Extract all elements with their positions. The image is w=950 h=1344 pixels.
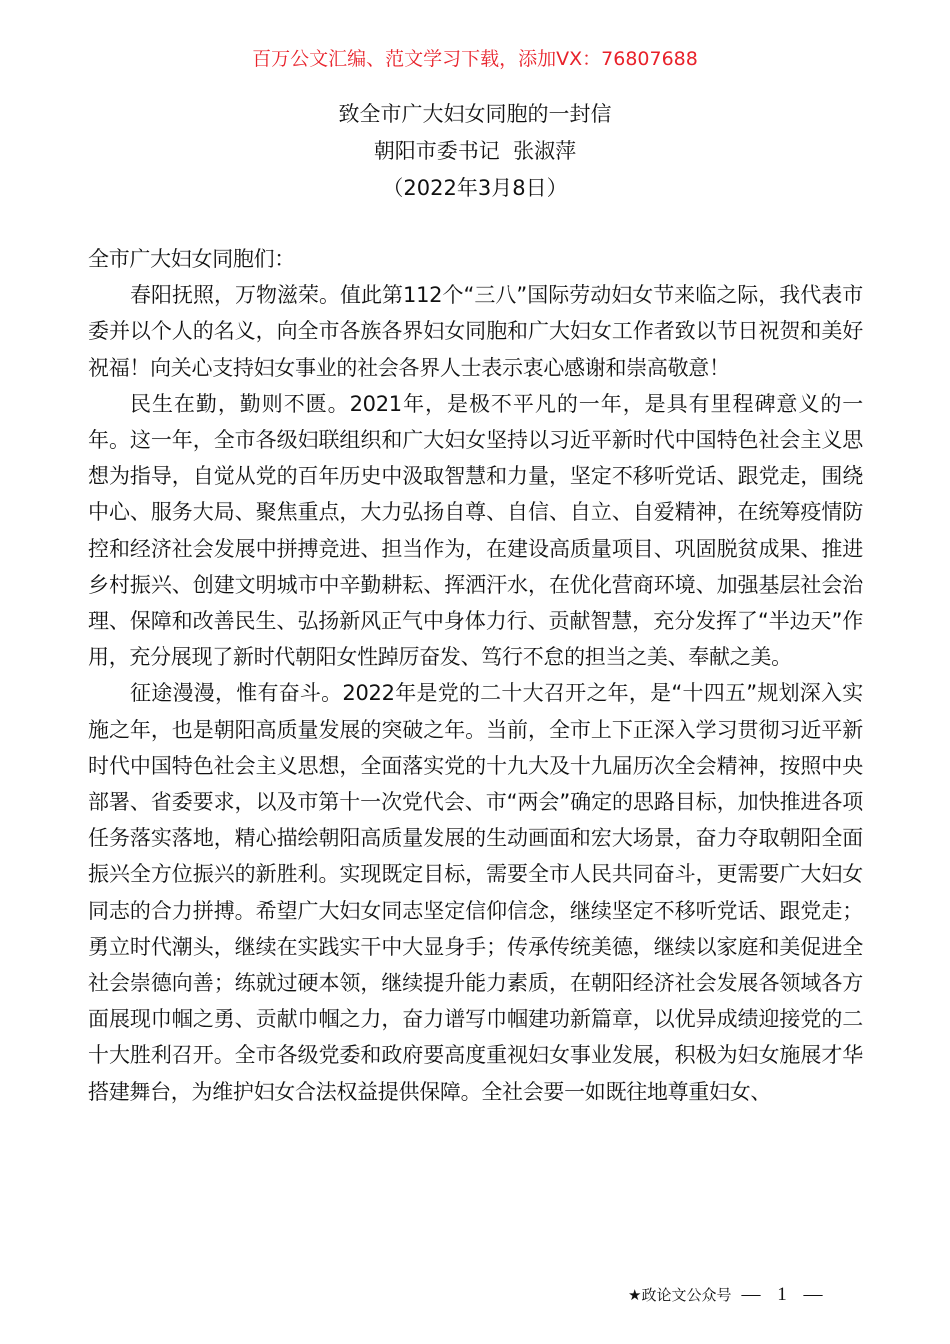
paragraph: 征途漫漫，惟有奋斗。2022年是党的二十大召开之年，是“十四五”规划深入实施之年，也是朝阳高质量发展的突破之年。当前，全市上下正深入学习贯彻习近平新时代中国特色社会主义思想，全面落实党的十九大及十九届历次全会精神，按照中央部署、省委要求，以及市第十一次党代会、市“两会”确定的思路目标，加快推进各项任务落实落地，精心描绘朝阳高质量发展的生动画面和宏大场景，奋力夺取朝阳全面振兴全方位振兴的新胜利。实现既定目标，需要全市人民共同奋斗，更需要广大妇女同志的合力拼搏。希望广大妇女同志坚定信仰信念，继续坚定不移听党话、跟党走；勇立时代潮头，继续在实践实干中大显身手；传承传统美德，继续以家庭和美促进全社会崇德向善；练就过硬本领，继续提升能力素质，在朝阳经济社会发展各领域各方面展现巾帼之勇、贡献巾帼之力，奋力谱写巾帼建功新篇章，以优异成绩迎接党的二十大胜利召开。全市各级党委和政府要高度重视妇女事业发展，积极为妇女施展才华搭建舞台，为维护妇女合法权益提供保障。全社会要一如既往地尊重妇女、 [88,681,863,1104]
document-title: 致全市广大妇女同胞的一封信 [338,102,612,126]
document-date: （2022年3月8日） [382,176,568,200]
document-author: 朝阳市委书记 张淑萍 [373,139,577,163]
document-header [0,96,950,207]
watermark-banner: 百万公文汇编、范文学习下载，添加VX：76807688 [252,48,698,70]
page-number: — 1 — [741,1284,829,1305]
salutation: 全市广大妇女同胞们： [88,247,295,271]
paragraph: 民生在勤，勤则不匮。2021年，是极不平凡的一年，是具有里程碑意义的一年。这一年，全市各级妇联组织和广大妇女坚持以习近平新时代中国特色社会主义思想为指导，自觉从党的百年历史中汲取智慧和力量，坚定不移听党话、跟党走，围绕中心、服务大局、聚焦重点，大力弘扬自尊、自信、自立、自爱精神，在统筹疫情防控和经济社会发展中拼搏竞进、担当作为，在建设高质量项目、巩固脱贫成果、推进乡村振兴、创建文明城市中辛勤耕耘、挥洒汗水，在优化营商环境、加强基层社会治理、保障和改善民生、弘扬新风正气中身体力行、贡献智慧，充分发挥了“半边天”作用，充分展现了新时代朝阳女性踔厉奋发、笃行不怠的担当之美、奉献之美。 [88,391,863,670]
page-footer [628,1283,828,1307]
document-body [88,241,863,1110]
footer-source: ★政论文公众号 [628,1286,732,1304]
paragraph: 春阳抚照，万物滋荣。值此第112个“三八”国际劳动妇女节来临之际，我代表市委并以个人的名义，向全市各族各界妇女同胞和广大妇女工作者致以节日祝贺和美好祝福！向关心支持妇女事业的社会各界人士表示衷心感谢和崇高敬意！ [88,283,863,380]
